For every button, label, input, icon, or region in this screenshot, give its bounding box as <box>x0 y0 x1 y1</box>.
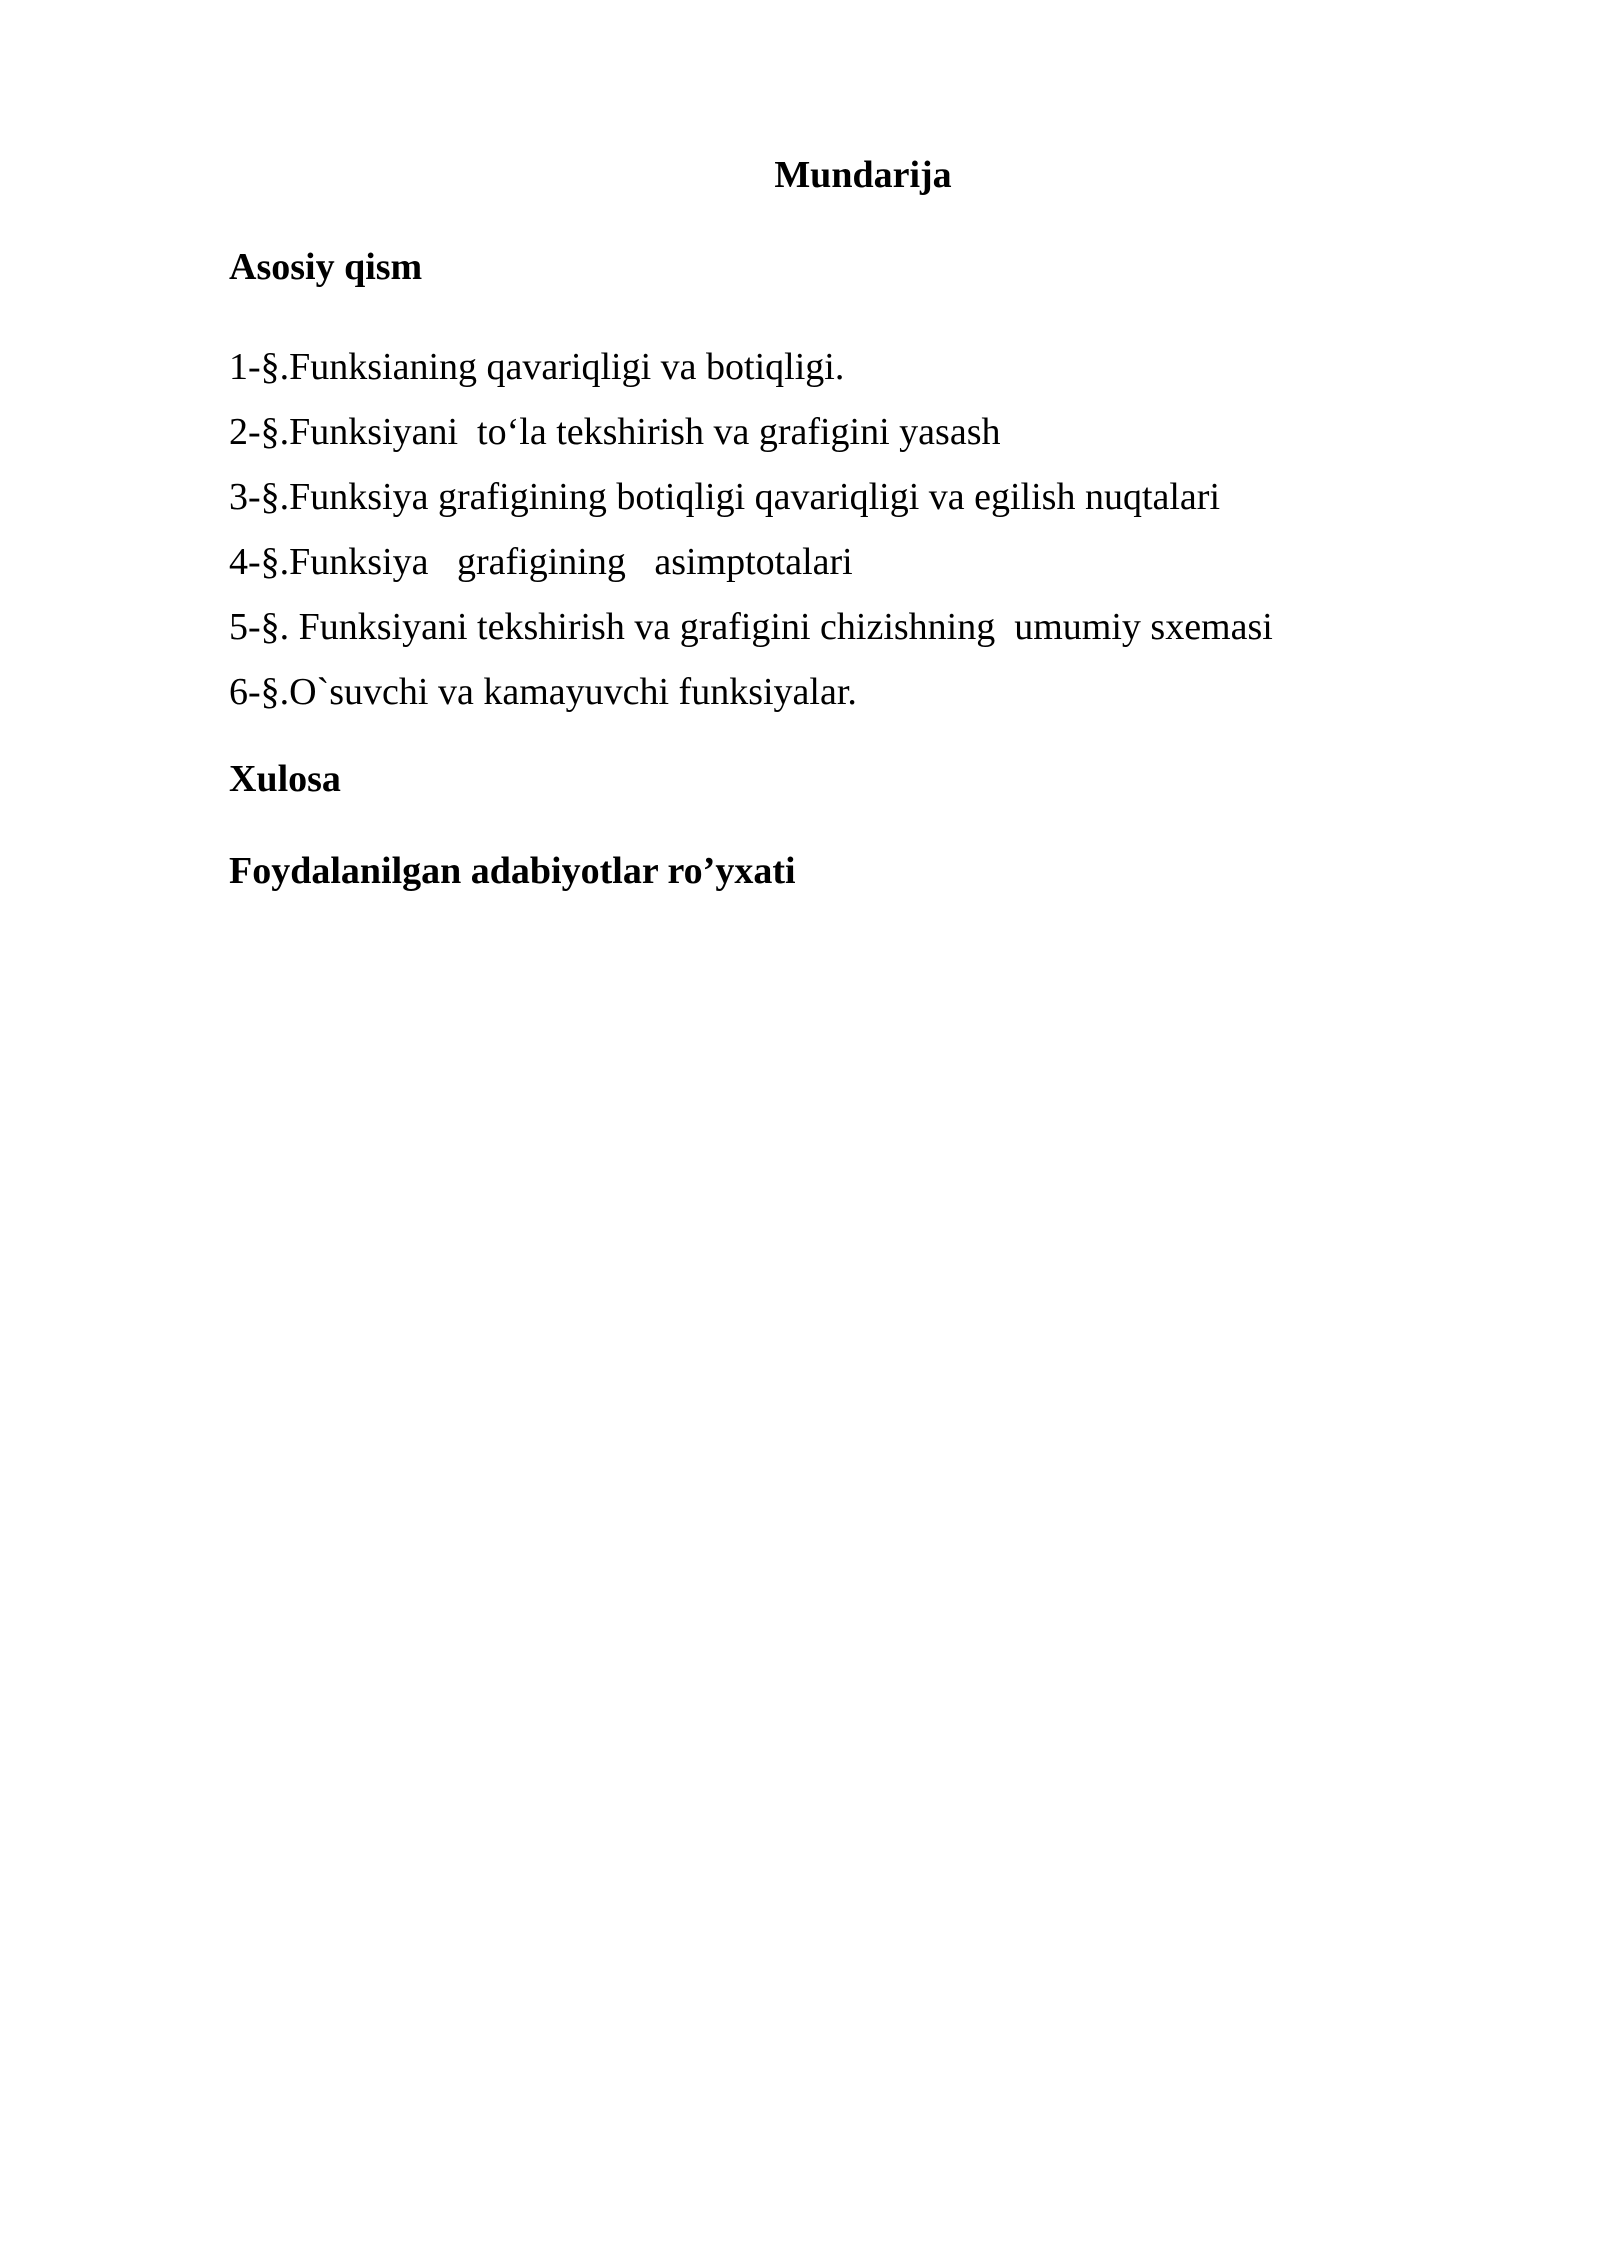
toc-item-1: 1-§.Funksianing qavariqligi va botiqligi. <box>229 346 845 388</box>
toc-item-6: 6-§.O`suvchi va kamayuvchi funksiyalar. <box>229 671 857 713</box>
main-part-heading: Asosiy qism <box>229 246 423 288</box>
conclusion-heading: Xulosa <box>229 758 341 800</box>
toc-item-2: 2-§.Funksiyani to‘la tekshirish va grafigini yasash <box>229 411 1001 453</box>
toc-item-4: 4-§.Funksiya grafigining asimptotalari <box>229 541 853 583</box>
toc-item-5: 5-§. Funksiyani tekshirish va grafigini chizishning umumiy sxemasi <box>229 606 1273 648</box>
table-of-contents <box>229 335 1273 725</box>
toc-item-3: 3-§.Funksiya grafigining botiqligi qavariqligi va egilish nuqtalari <box>229 476 1221 518</box>
references-heading: Foydalanilgan adabiyotlar ro’yxati <box>229 850 796 892</box>
page-title: Mundarija <box>774 154 952 196</box>
